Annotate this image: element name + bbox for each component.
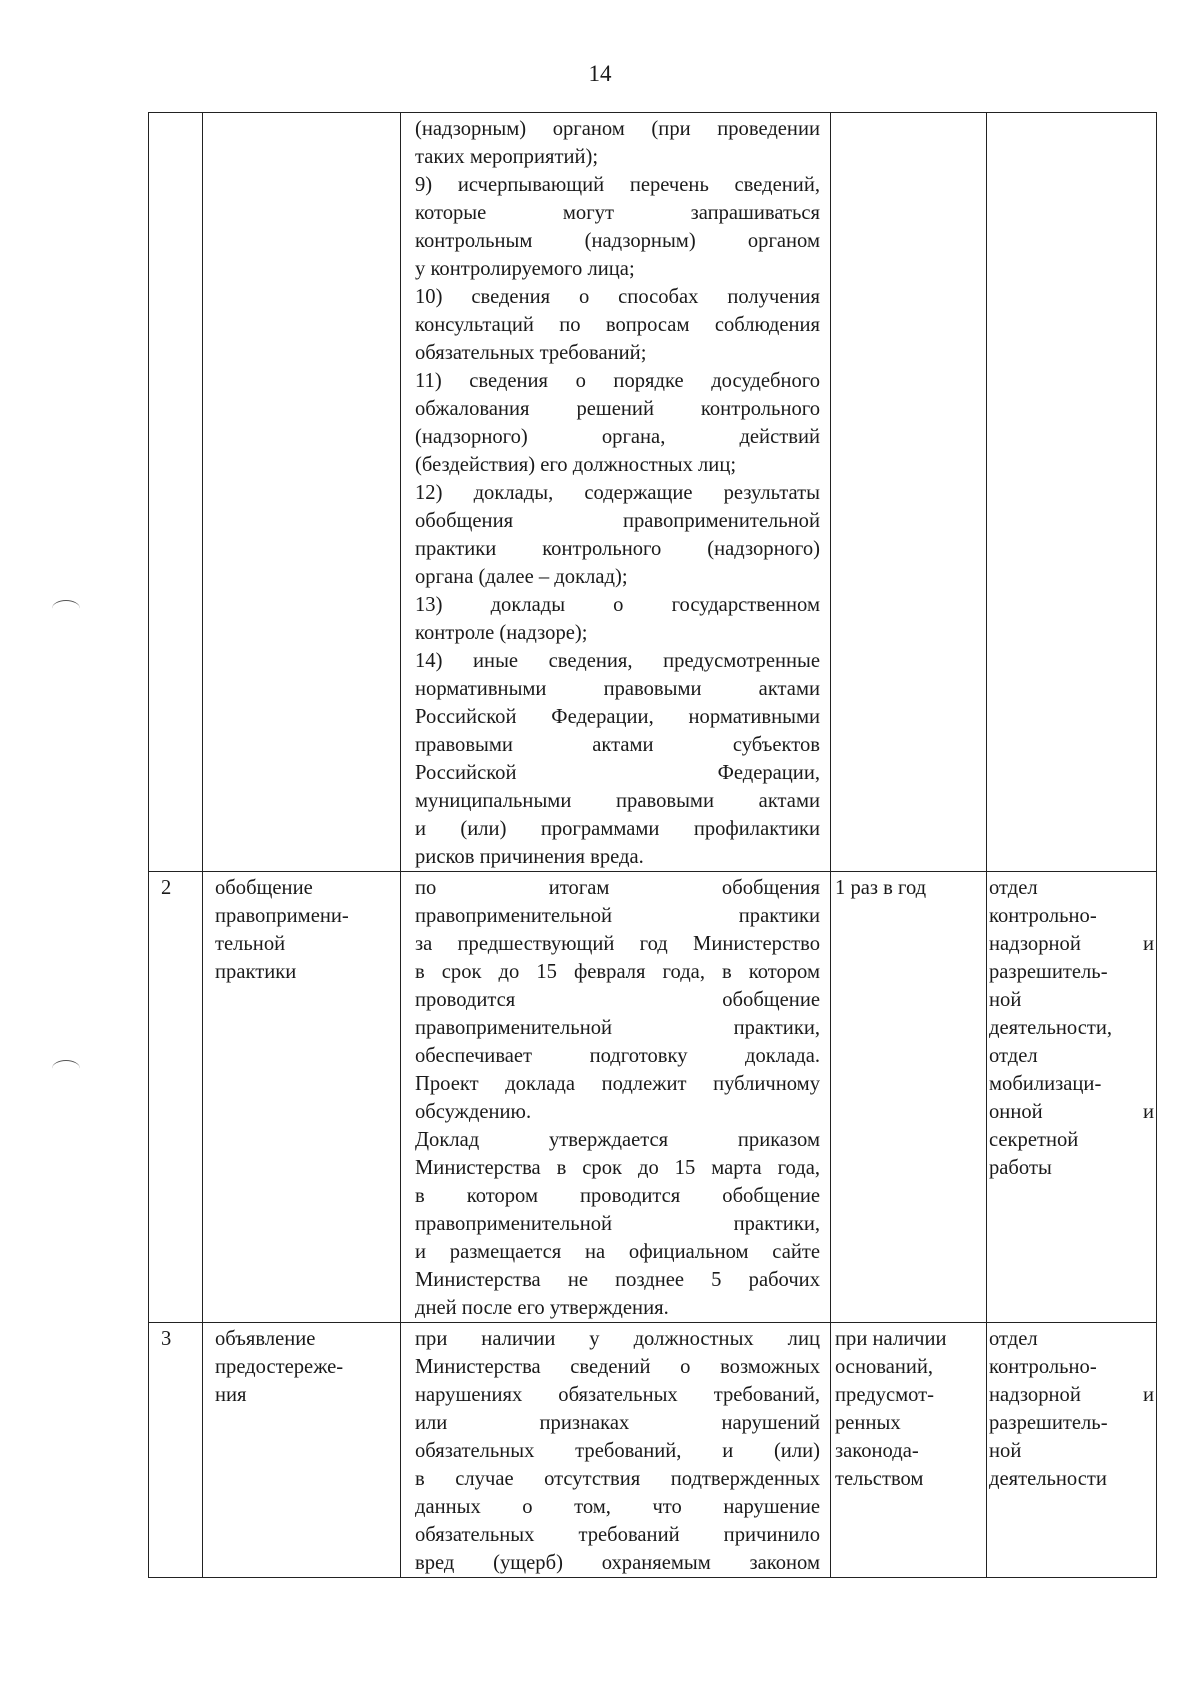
text-line: обжалования решений контрольного: [415, 398, 820, 420]
text-line: отдел: [989, 1328, 1038, 1350]
text-line: оснований,: [835, 1356, 934, 1378]
text-line: Министерства сведений о возможных: [415, 1356, 820, 1378]
row2-responsible-cell: [987, 872, 1157, 1323]
text-line: у контролируемого лица;: [415, 258, 635, 280]
text-line: отдел: [989, 1045, 1038, 1067]
text-line: Министерства не позднее 5 рабочих: [415, 1269, 820, 1291]
text-line: и размещается на официальном сайте: [415, 1241, 820, 1263]
text-line: тельной: [215, 933, 286, 955]
text-line: надзорной и: [989, 933, 1154, 955]
text-line: объявление: [215, 1328, 316, 1350]
text-line: ренных: [835, 1412, 901, 1434]
text-line: разрешитель-: [989, 961, 1108, 983]
text-line: по итогам обобщения: [415, 877, 820, 899]
text-line: обязательных требований, и (или): [415, 1440, 820, 1462]
text-line: 13) доклады о государственном: [415, 594, 820, 616]
text-line: 12) доклады, содержащие результаты: [415, 482, 820, 504]
text-line: тельством: [835, 1468, 924, 1490]
text-line: в срок до 15 февраля года, в котором: [415, 961, 820, 983]
text-line: предостереже-: [215, 1356, 344, 1378]
text-line: правоприменительной практики: [415, 905, 820, 927]
text-line: работы: [989, 1157, 1052, 1179]
text-line: таких мероприятий);: [415, 146, 599, 168]
text-line: контрольным (надзорным) органом: [415, 230, 820, 252]
text-line: отдел: [989, 877, 1038, 899]
table-row: [149, 872, 1157, 1323]
text-line: правопримени-: [215, 905, 349, 927]
text-line: разрешитель-: [989, 1412, 1108, 1434]
row2-period-cell: [831, 872, 987, 1323]
text-line: правоприменительной практики,: [415, 1213, 820, 1235]
text-line: которые могут запрашиваться: [415, 202, 820, 224]
punch-hole-mark-bottom: [52, 1060, 80, 1077]
text-line: 10) сведения о способах получения: [415, 286, 820, 308]
text-line: предусмот-: [835, 1384, 935, 1406]
text-line: ной: [989, 989, 1022, 1011]
text-line: нарушениях обязательных требований,: [415, 1384, 820, 1406]
row3-responsible-cell: [987, 1323, 1157, 1578]
text-line: (бездействия) его должностных лиц;: [415, 454, 737, 476]
text-line: проводится обобщение: [415, 989, 820, 1011]
text-line: при наличии у должностных лиц: [415, 1328, 820, 1350]
text-line: деятельности: [989, 1468, 1107, 1490]
text-line: правоприменительной практики,: [415, 1017, 820, 1039]
row3-period-cell: [831, 1323, 987, 1578]
page-number: 14: [588, 61, 612, 86]
text-line: контрольно-: [989, 1356, 1097, 1378]
text-line: и (или) программами профилактики: [415, 818, 820, 840]
text-line: консультаций по вопросам соблюдения: [415, 314, 820, 336]
measures-table: [148, 112, 1157, 1578]
text-line: или признаках нарушений: [415, 1412, 820, 1434]
text-line: муниципальными правовыми актами: [415, 790, 820, 812]
text-line: Проект доклада подлежит публичному: [415, 1073, 820, 1095]
text-line: обобщения правоприменительной: [415, 510, 820, 532]
text-line: обсуждению.: [415, 1101, 532, 1123]
row1-info-cell: [401, 113, 831, 872]
text-line: ния: [215, 1384, 247, 1406]
row1-responsible-cell: [987, 113, 1157, 872]
table-row: [149, 1323, 1157, 1578]
text-line: (надзорного) органа, действий: [415, 426, 820, 448]
text-line: 9) исчерпывающий перечень сведений,: [415, 174, 820, 196]
text-line: практики: [215, 961, 297, 983]
text-line: обеспечивает подготовку доклада.: [415, 1045, 820, 1067]
row2-info-cell: [401, 872, 831, 1323]
text-line: дней после его утверждения.: [415, 1297, 669, 1319]
text-line: в случае отсутствия подтвержденных: [415, 1468, 820, 1490]
text-line: мобилизаци-: [989, 1073, 1102, 1095]
row3-name-cell: [203, 1323, 401, 1578]
text-line: (надзорным) органом (при проведении: [415, 118, 820, 140]
text-line: Российской Федерации, нормативными: [415, 706, 820, 728]
text-line: контроле (надзоре);: [415, 622, 588, 644]
row1-period-cell: [831, 113, 987, 872]
punch-hole-mark-top: [52, 600, 80, 617]
text-line: обязательных требований причинило: [415, 1524, 820, 1546]
text-line: Министерства в срок до 15 марта года,: [415, 1157, 820, 1179]
text-line: 11) сведения о порядке досудебного: [415, 370, 820, 392]
text-line: при наличии: [835, 1328, 947, 1350]
row2-num-cell: 2: [149, 872, 203, 1323]
row1-name-cell: [203, 113, 401, 872]
text-line: данных о том, что нарушение: [415, 1496, 820, 1518]
row1-num-cell: [149, 113, 203, 872]
text-line: 14) иные сведения, предусмотренные: [415, 650, 820, 672]
table-row: [149, 113, 1157, 872]
row3-info-cell: [401, 1323, 831, 1578]
text-line: обязательных требований;: [415, 342, 647, 364]
text-line: онной и: [989, 1101, 1154, 1123]
text-line: правовыми актами субъектов: [415, 734, 820, 756]
text-line: обобщение: [215, 877, 313, 899]
row3-num-cell: 3: [149, 1323, 203, 1578]
text-line: вред (ущерб) охраняемым законом: [415, 1552, 820, 1574]
text-line: рисков причинения вреда.: [415, 846, 644, 868]
text-line: за предшествующий год Министерство: [415, 933, 820, 955]
text-line: Российской Федерации,: [415, 762, 820, 784]
text-line: 1 раз в год: [835, 877, 927, 899]
text-line: Доклад утверждается приказом: [415, 1129, 820, 1151]
text-line: законода-: [835, 1440, 919, 1462]
text-line: контрольно-: [989, 905, 1097, 927]
text-line: ной: [989, 1440, 1022, 1462]
text-line: практики контрольного (надзорного): [415, 538, 820, 560]
row2-name-cell: [203, 872, 401, 1323]
text-line: секретной: [989, 1129, 1079, 1151]
text-line: в котором проводится обобщение: [415, 1185, 820, 1207]
text-line: органа (далее – доклад);: [415, 566, 628, 588]
text-line: надзорной и: [989, 1384, 1154, 1406]
text-line: деятельности,: [989, 1017, 1113, 1039]
text-line: нормативными правовыми актами: [415, 678, 820, 700]
